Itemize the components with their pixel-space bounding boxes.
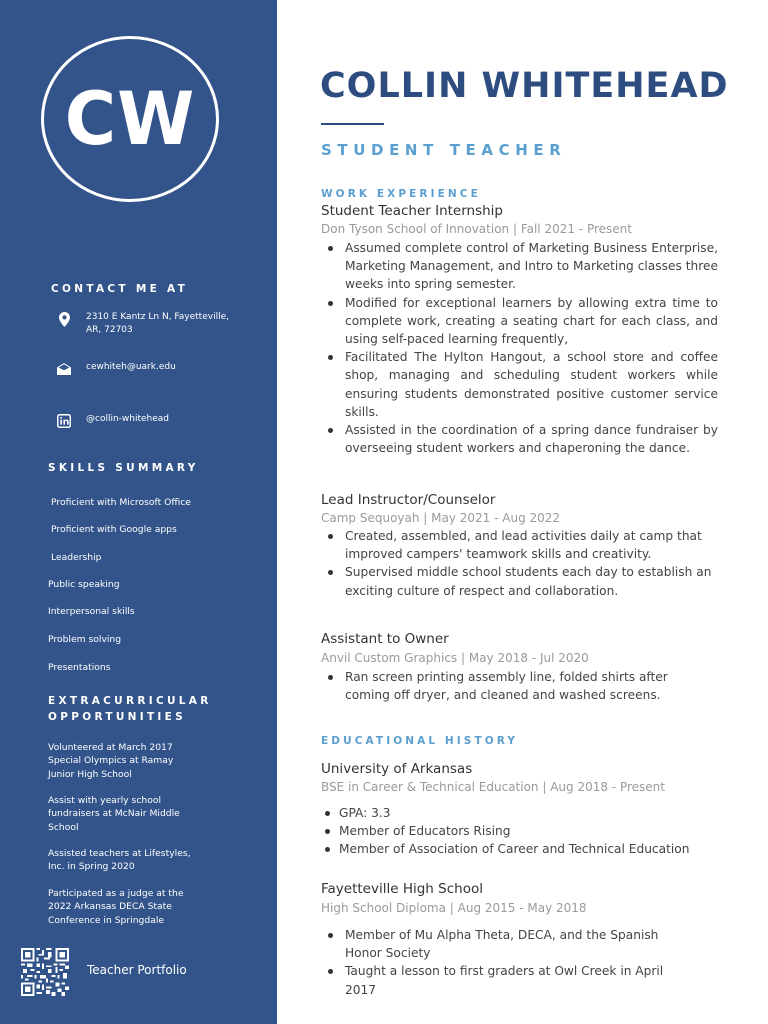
extracurricular-item: Volunteered at March 2017 Special Olympics at Ramay Junior High School — [48, 742, 174, 780]
school-name: University of Arkansas — [321, 761, 473, 777]
list-item: GPA: 3.3 — [321, 804, 741, 822]
candidate-name: COLLIN WHITEHEAD — [320, 66, 729, 106]
job-meta: Anvil Custom Graphics | May 2018 - Jul 2020 — [321, 651, 589, 665]
contact-linkedin-row — [55, 413, 169, 429]
school-meta: BSE in Career & Technical Education | Aug 2018 - Present — [321, 780, 665, 794]
teacher-portfolio-link[interactable]: Teacher Portfolio — [87, 963, 187, 977]
contact-linkedin[interactable]: @collin-whitehead — [86, 414, 170, 424]
extracurricular-heading-line2: OPPORTUNITIES — [48, 711, 186, 723]
list-item: Facilitated The Hylton Hangout, a school store and coffee shop, managing and scheduling student workers while ensuring students demonstrated positive customer service skills. — [321, 348, 718, 421]
list-item: Supervised middle school students each day to establish an exciting culture of respect and collaboration. — [321, 563, 716, 599]
extracurricular-heading-line1: EXTRACURRICULAR — [48, 695, 212, 707]
location-pin-icon — [55, 311, 73, 327]
candidate-title: STUDENT TEACHER — [321, 141, 567, 159]
job-bullets — [321, 668, 716, 704]
school-name: Fayetteville High School — [321, 881, 483, 897]
job-title: Lead Instructor/Counselor — [321, 492, 496, 508]
skill-item: Proficient with Google apps — [51, 524, 177, 535]
job-bullets — [321, 239, 718, 457]
envelope-icon — [55, 361, 73, 377]
contact-email-row — [55, 361, 176, 377]
monogram-badge — [41, 36, 219, 202]
extracurricular-item: Participated as a judge at the 2022 Arkansas DECA State Conference in Springdale — [48, 888, 184, 926]
job-title: Assistant to Owner — [321, 631, 449, 647]
school-meta: High School Diploma | Aug 2015 - May 2018 — [321, 901, 587, 915]
skill-item: Problem solving — [48, 634, 122, 645]
list-item: Member of Mu Alpha Theta, DECA, and the Spanish Honor Society — [321, 926, 696, 962]
contact-email[interactable]: cewhiteh@uark.edu — [86, 362, 176, 372]
qr-code-icon[interactable] — [21, 948, 69, 996]
monogram-text: CW — [64, 75, 196, 163]
list-item: Member of Educators Rising — [321, 822, 741, 840]
title-divider — [321, 123, 384, 125]
skill-item: Public speaking — [48, 579, 120, 590]
education-heading: EDUCATIONAL HISTORY — [321, 735, 519, 747]
list-item: Ran screen printing assembly line, folded shirts after coming off dryer, and cleaned and washed screens. — [321, 668, 716, 704]
skill-item: Interpersonal skills — [48, 606, 135, 617]
job-bullets — [321, 527, 716, 600]
skills-heading: SKILLS SUMMARY — [48, 462, 199, 474]
contact-address-row — [55, 311, 245, 337]
job-meta: Camp Sequoyah | May 2021 - Aug 2022 — [321, 511, 561, 525]
skill-item: Presentations — [48, 662, 111, 673]
skill-item: Proficient with Microsoft Office — [51, 497, 191, 508]
work-experience-heading: WORK EXPERIENCE — [321, 188, 481, 200]
school-bullets — [321, 804, 741, 859]
job-meta: Don Tyson School of Innovation | Fall 2021 - Present — [321, 222, 632, 236]
sidebar — [0, 0, 277, 1024]
contact-address: 2310 E Kantz Ln N, Fayetteville, AR, 72703 — [86, 312, 229, 335]
list-item: Created, assembled, and lead activities daily at camp that improved campers' teamwork skills and creativity. — [321, 527, 716, 563]
list-item: Assisted in the coordination of a spring dance fundraiser by overseeing student workers and chaperoning the dance. — [321, 421, 718, 457]
skill-item: Leadership — [51, 552, 102, 563]
linkedin-icon — [55, 413, 73, 429]
extracurricular-item: Assist with yearly school fundraisers at McNair Middle School — [48, 795, 180, 833]
list-item: Taught a lesson to first graders at Owl Creek in April 2017 — [321, 962, 696, 998]
list-item: Modified for exceptional learners by allowing extra time to complete work, creating a seating chart for each class, and using self-paced learning frequently, — [321, 294, 718, 349]
extracurricular-item: Assisted teachers at Lifestyles, Inc. in Spring 2020 — [48, 848, 191, 873]
list-item: Member of Association of Career and Technical Education — [321, 840, 741, 858]
job-title: Student Teacher Internship — [321, 203, 504, 219]
contact-heading: CONTACT ME AT — [51, 283, 189, 295]
list-item: Assumed complete control of Marketing Business Enterprise, Marketing Management, and Intro to Marketing classes three weeks into spring semester. — [321, 239, 718, 294]
school-bullets — [321, 926, 696, 999]
